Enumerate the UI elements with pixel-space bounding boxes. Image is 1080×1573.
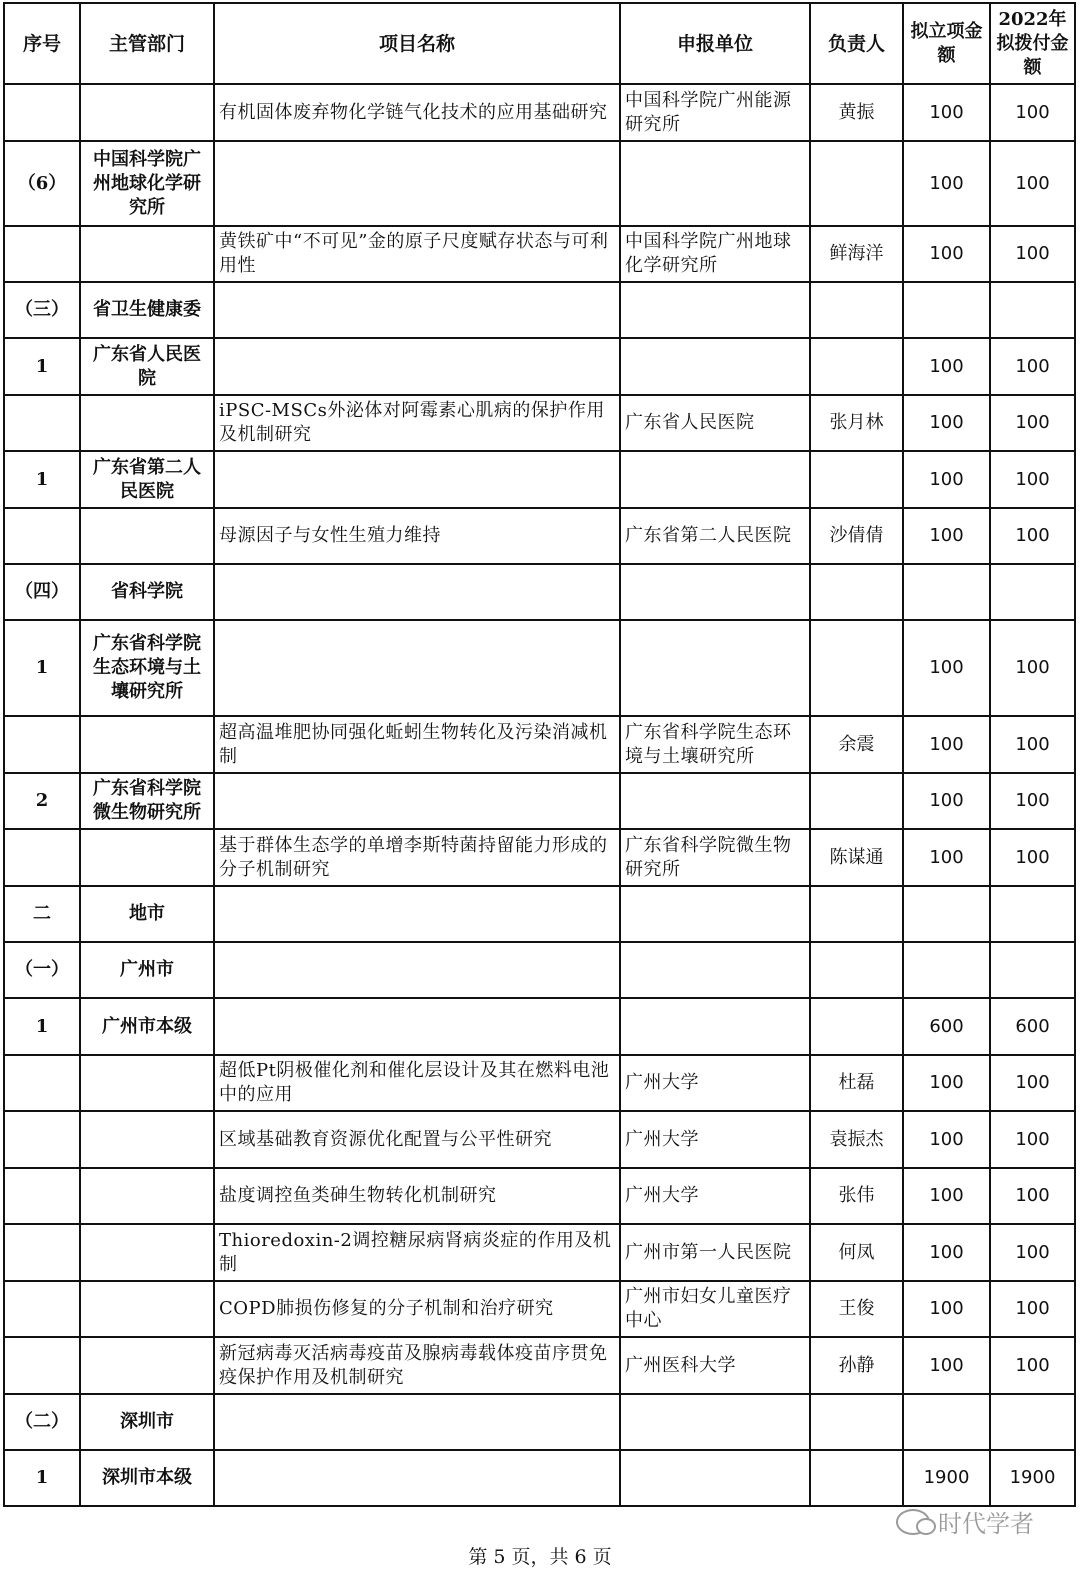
cell-dept [80,1111,214,1168]
table-row [4,1111,1075,1168]
table-row [4,141,1075,226]
cell-project [214,282,620,338]
table-row [4,395,1075,451]
table-row [4,1055,1075,1111]
cell-leader [810,451,903,508]
table-row [4,886,1075,942]
cell-dept: 广东省科学院微生物研究所 [80,773,214,829]
table-row [4,508,1075,564]
cell-dept: 广东省人民医院 [80,338,214,395]
header-unit: 申报单位 [620,3,810,84]
cell-seq [4,395,80,451]
header-dept: 主管部门 [80,3,214,84]
cell-unit: 广州大学 [620,1111,810,1168]
header-2022-payment: 2022年拟拨付金额 [990,3,1075,84]
cell-approved: 100 [903,395,990,451]
table-row [4,773,1075,829]
cell-unit: 广东省科学院生态环境与土壤研究所 [620,716,810,773]
cell-payment [990,942,1075,998]
cell-unit [620,886,810,942]
cell-project: 基于群体生态学的单增李斯特菌持留能力形成的分子机制研究 [214,829,620,886]
cell-leader [810,998,903,1055]
cell-approved: 100 [903,829,990,886]
cell-seq [4,84,80,141]
cell-dept: 广东省第二人民医院 [80,451,214,508]
table-row [4,1337,1075,1394]
cell-approved: 100 [903,1111,990,1168]
cell-payment [990,1394,1075,1450]
table-row [4,1450,1075,1506]
cell-seq: 1 [4,998,80,1055]
cell-leader: 鲜海洋 [810,226,903,282]
cell-unit: 广州市第一人民医院 [620,1224,810,1281]
table-row [4,282,1075,338]
cell-leader [810,886,903,942]
table-row [4,226,1075,282]
cell-payment: 100 [990,84,1075,141]
cell-payment: 100 [990,1168,1075,1224]
cell-approved: 600 [903,998,990,1055]
cell-dept: 地市 [80,886,214,942]
cell-payment: 100 [990,226,1075,282]
cell-seq: （二） [4,1394,80,1450]
cell-dept [80,395,214,451]
cell-project [214,451,620,508]
cell-payment: 100 [990,1224,1075,1281]
cell-unit [620,1394,810,1450]
cell-seq [4,226,80,282]
cell-leader: 杜磊 [810,1055,903,1111]
cell-project: 有机固体废弃物化学链气化技术的应用基础研究 [214,84,620,141]
cell-leader [810,1394,903,1450]
cell-seq: 二 [4,886,80,942]
cell-leader: 张月林 [810,395,903,451]
cell-seq: 1 [4,338,80,395]
cell-seq [4,829,80,886]
cell-payment: 100 [990,1055,1075,1111]
watermark [896,1504,1034,1539]
cell-leader: 何凤 [810,1224,903,1281]
cell-dept: 中国科学院广州地球化学研究所 [80,141,214,226]
cell-project: 超高温堆肥协同强化蚯蚓生物转化及污染消减机制 [214,716,620,773]
cell-approved [903,886,990,942]
cell-approved: 100 [903,716,990,773]
cell-project [214,141,620,226]
cell-project [214,886,620,942]
watermark-text: 时代学者 [938,1510,1034,1538]
cell-project: 盐度调控鱼类砷生物转化机制研究 [214,1168,620,1224]
cell-unit [620,773,810,829]
header-row [4,3,1075,84]
cell-project [214,998,620,1055]
cell-approved: 100 [903,141,990,226]
cell-seq: 1 [4,1450,80,1506]
cell-project: 区域基础教育资源优化配置与公平性研究 [214,1111,620,1168]
cell-project [214,620,620,716]
cell-unit [620,282,810,338]
cell-approved [903,564,990,620]
cell-approved [903,1394,990,1450]
page-footer: 第 5 页，共 6 页 [468,1546,612,1568]
cell-approved: 100 [903,620,990,716]
cell-unit: 广州大学 [620,1055,810,1111]
header-seq: 序号 [4,3,80,84]
cell-seq: （6） [4,141,80,226]
table-row [4,1281,1075,1337]
cell-payment: 100 [990,1337,1075,1394]
table-row [4,1224,1075,1281]
cell-payment: 100 [990,620,1075,716]
cell-approved: 100 [903,508,990,564]
cell-leader: 陈谋通 [810,829,903,886]
cell-project [214,1450,620,1506]
table-row [4,942,1075,998]
cell-project: 超低Pt阴极催化剂和催化层设计及其在燃料电池中的应用 [214,1055,620,1111]
cell-project [214,942,620,998]
cell-seq [4,716,80,773]
cell-seq [4,1168,80,1224]
cell-dept [80,84,214,141]
cell-dept: 省卫生健康委 [80,282,214,338]
cell-leader [810,564,903,620]
cell-project: 新冠病毒灭活病毒疫苗及腺病毒载体疫苗序贯免疫保护作用及机制研究 [214,1337,620,1394]
cell-approved: 100 [903,1281,990,1337]
cell-approved [903,282,990,338]
table-row [4,1394,1075,1450]
cell-leader [810,620,903,716]
cell-leader [810,773,903,829]
cell-payment: 100 [990,773,1075,829]
cell-seq: 1 [4,451,80,508]
cell-project [214,564,620,620]
wechat-icon [896,1509,930,1535]
cell-payment [990,564,1075,620]
table-row [4,84,1075,141]
cell-seq [4,1281,80,1337]
cell-unit: 中国科学院广州能源研究所 [620,84,810,141]
cell-dept [80,1224,214,1281]
cell-project: COPD肺损伤修复的分子机制和治疗研究 [214,1281,620,1337]
cell-payment: 100 [990,1281,1075,1337]
cell-unit [620,564,810,620]
cell-seq: （三） [4,282,80,338]
cell-leader: 余震 [810,716,903,773]
cell-leader: 沙倩倩 [810,508,903,564]
cell-project: 黄铁矿中“不可见”金的原子尺度赋存状态与可利用性 [214,226,620,282]
cell-dept: 省科学院 [80,564,214,620]
cell-payment: 100 [990,451,1075,508]
cell-approved: 100 [903,84,990,141]
cell-approved: 100 [903,451,990,508]
cell-seq [4,1055,80,1111]
cell-project: Thioredoxin-2调控糖尿病肾病炎症的作用及机制 [214,1224,620,1281]
cell-unit [620,1450,810,1506]
cell-approved: 100 [903,338,990,395]
cell-approved: 100 [903,1055,990,1111]
cell-approved: 1900 [903,1450,990,1506]
cell-dept [80,1168,214,1224]
cell-unit: 广东省人民医院 [620,395,810,451]
cell-dept [80,1337,214,1394]
cell-payment [990,282,1075,338]
cell-leader: 袁振杰 [810,1111,903,1168]
cell-seq: 2 [4,773,80,829]
cell-payment: 100 [990,829,1075,886]
cell-unit: 广东省科学院微生物研究所 [620,829,810,886]
table-body [4,84,1075,1506]
header-project: 项目名称 [214,3,620,84]
cell-project [214,773,620,829]
cell-payment: 100 [990,395,1075,451]
cell-payment: 600 [990,998,1075,1055]
cell-leader [810,1450,903,1506]
cell-dept [80,716,214,773]
table-row [4,1168,1075,1224]
cell-approved: 100 [903,1168,990,1224]
cell-dept [80,829,214,886]
cell-unit: 中国科学院广州地球化学研究所 [620,226,810,282]
table-row [4,716,1075,773]
cell-leader [810,338,903,395]
cell-dept: 深圳市本级 [80,1450,214,1506]
cell-dept [80,226,214,282]
cell-seq [4,1337,80,1394]
cell-project: iPSC-MSCs外泌体对阿霉素心肌病的保护作用及机制研究 [214,395,620,451]
cell-project [214,338,620,395]
cell-unit [620,451,810,508]
cell-payment [990,886,1075,942]
cell-dept [80,1055,214,1111]
cell-unit: 广东省第二人民医院 [620,508,810,564]
cell-approved: 100 [903,226,990,282]
cell-payment: 100 [990,141,1075,226]
cell-approved [903,942,990,998]
cell-unit: 广州大学 [620,1168,810,1224]
header-leader: 负责人 [810,3,903,84]
cell-unit [620,141,810,226]
cell-leader: 张伟 [810,1168,903,1224]
cell-payment: 100 [990,716,1075,773]
cell-payment: 1900 [990,1450,1075,1506]
cell-seq: （四） [4,564,80,620]
cell-seq [4,508,80,564]
cell-approved: 100 [903,1224,990,1281]
cell-seq: 1 [4,620,80,716]
cell-seq [4,1111,80,1168]
cell-dept: 广州市 [80,942,214,998]
cell-project [214,1394,620,1450]
cell-unit [620,620,810,716]
table-row [4,564,1075,620]
cell-seq [4,1224,80,1281]
cell-dept: 深圳市 [80,1394,214,1450]
cell-leader: 王俊 [810,1281,903,1337]
cell-payment: 100 [990,338,1075,395]
cell-leader [810,942,903,998]
cell-payment: 100 [990,1111,1075,1168]
cell-leader [810,141,903,226]
cell-unit: 广州市妇女儿童医疗中心 [620,1281,810,1337]
cell-dept [80,508,214,564]
cell-approved: 100 [903,773,990,829]
cell-leader: 黄振 [810,84,903,141]
cell-leader: 孙静 [810,1337,903,1394]
funding-table [3,2,1076,1507]
cell-project: 母源因子与女性生殖力维持 [214,508,620,564]
table-row [4,829,1075,886]
header-approved-amount: 拟立项金额 [903,3,990,84]
cell-approved: 100 [903,1337,990,1394]
cell-seq: （一） [4,942,80,998]
cell-unit [620,338,810,395]
cell-payment: 100 [990,508,1075,564]
table-row [4,620,1075,716]
table-row [4,338,1075,395]
cell-leader [810,282,903,338]
cell-dept [80,1281,214,1337]
cell-dept: 广州市本级 [80,998,214,1055]
table-row [4,998,1075,1055]
cell-unit [620,942,810,998]
cell-unit [620,998,810,1055]
cell-unit: 广州医科大学 [620,1337,810,1394]
table-row [4,451,1075,508]
cell-dept: 广东省科学院生态环境与土壤研究所 [80,620,214,716]
